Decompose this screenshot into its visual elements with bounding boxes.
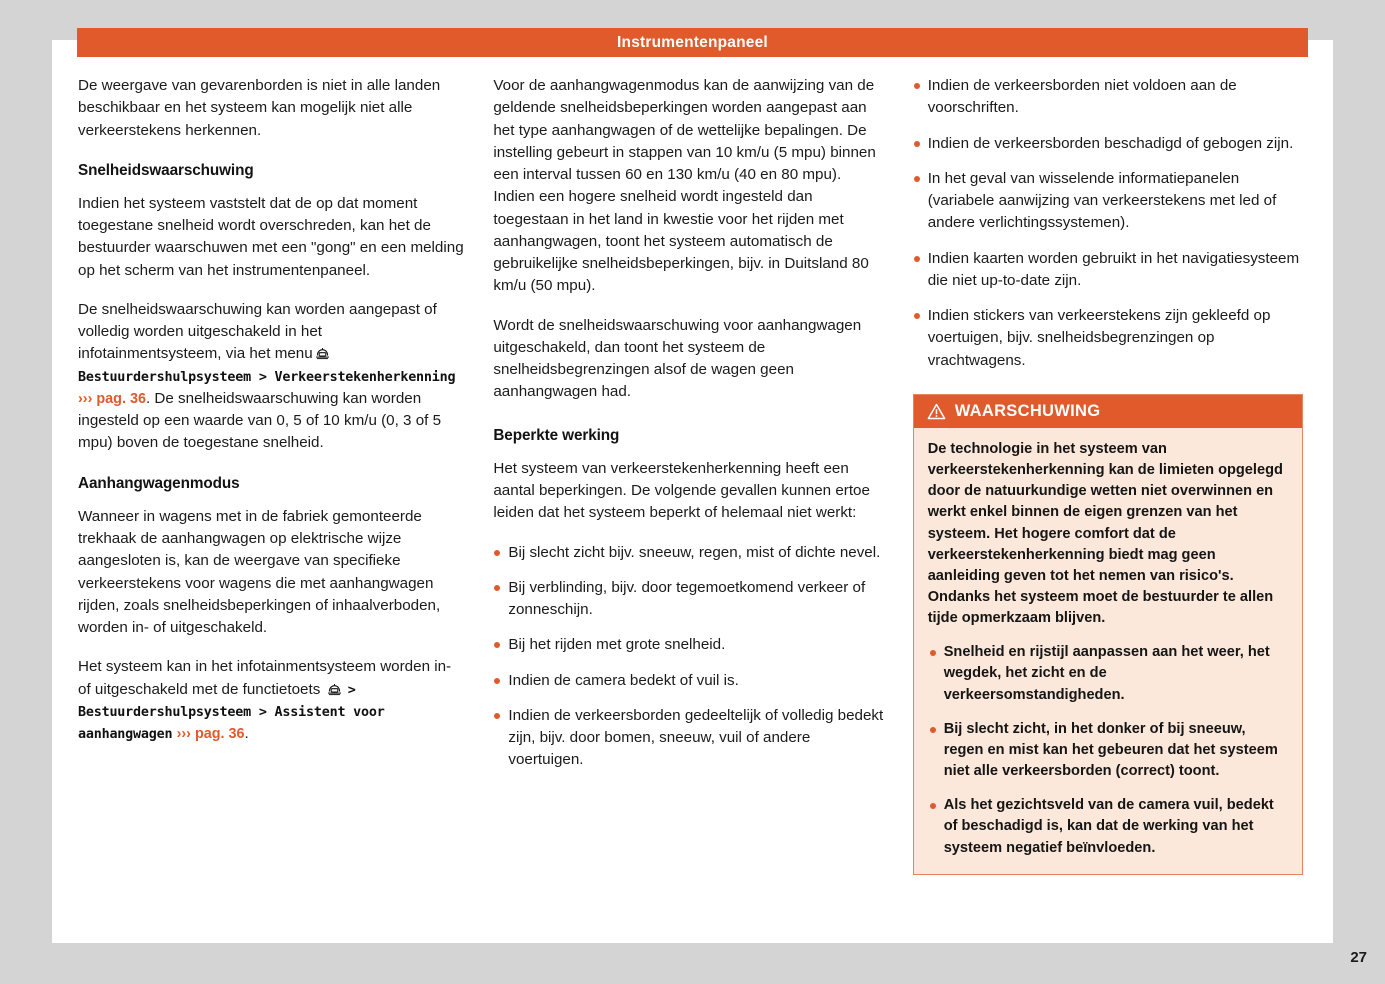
mid-limitations-list (493, 542, 886, 772)
left-paragraph-4-text-b: . (244, 725, 249, 743)
list-item: Indien kaarten worden gebruikt in het navigatiesysteem die niet up-to-date zijn. (913, 248, 1308, 293)
mid-paragraph-3: Het systeem van verkeerstekenherkenning heeft een aantal beperkingen. De volgende gevallen kunnen ertoe leiden dat het systeem beperkt of helemaal niet werkt: (493, 459, 870, 522)
left-paragraph-3: Wanneer in wagens met in de fabriek gemonteerde trekhaak de aanhangwagen op elektrische wijze aangesloten is, kan de weergave van specifieke verkeerstekens voor wagens die met aanhangwagen rijden, zoals snelheidsbeperkingen of inhaalverboden, worden in- of uitgeschakeld. (78, 507, 441, 637)
list-item: Bij verblinding, bijv. door tegemoetkomend verkeer of zonneschijn. (493, 577, 886, 622)
vehicle-settings-icon (315, 345, 330, 358)
page-number: 27 (1350, 949, 1367, 966)
warning-box-header (914, 395, 1302, 428)
left-paragraph-2-text-a: De snelheidswaarschuwing kan worden aangepast of volledig worden uitgeschakeld in het infotainmentsysteem, via het menu (78, 300, 437, 363)
warning-box-body (914, 428, 1302, 874)
left-paragraph-4 (78, 656, 467, 745)
list-item: Bij het rijden met grote snelheid. (493, 634, 886, 656)
left-paragraph-2-text-b: . De snelheidswaarschuwing kan worden ingesteld op een waarde van 0, 5 of 10 km/u (0, 3 of 5 mpu) boven de toegestane snelheid. (78, 389, 442, 452)
left-page-ref-2[interactable]: ››› pag. 36 (176, 726, 245, 743)
content-columns (78, 75, 1308, 925)
right-limitations-list (913, 75, 1308, 372)
right-column (913, 75, 1308, 925)
middle-column (493, 75, 886, 925)
left-paragraph-1: Indien het systeem vaststelt dat de op dat moment toegestane snelheid wordt overschreden, kan het de bestuurder waarschuwen met een "gong" en een melding op het scherm van het instrumentenpaneel. (78, 194, 464, 279)
left-menu-path-2: > Bestuurdershulpsysteem > Assistent voor aanhangwagen (78, 682, 385, 743)
page-header-bar (77, 28, 1308, 57)
list-item: Snelheid en rijstijl aanpassen aan het weer, het wegdek, het zicht en de verkeersomstandigheden. (928, 642, 1288, 705)
left-paragraph-4-text-a: Het systeem kan in het infotainmentsysteem worden in- of uitgeschakeld met de functietoets (78, 658, 452, 698)
list-item: Indien de verkeersborden gedeeltelijk of volledig bedekt zijn, bijv. door bomen, sneeuw, vuil of andere voertuigen. (493, 705, 886, 772)
left-menu-path-1: Bestuurdershulpsysteem > Verkeerstekenherkenning (78, 369, 456, 385)
warning-bullet-list (928, 642, 1288, 858)
list-item: Indien de camera bedekt of vuil is. (493, 670, 886, 692)
list-item: Bij slecht zicht bijv. sneeuw, regen, mist of dichte nevel. (493, 542, 886, 564)
left-intro-paragraph: De weergave van gevarenborden is niet in alle landen beschikbaar en het systeem kan mogelijk niet alle verkeerstekens herkennen. (78, 77, 441, 139)
warning-box (913, 394, 1303, 875)
mid-paragraph-1: Voor de aanhangwagenmodus kan de aanwijzing van de geldende snelheidsbeperkingen worden aangepast aan het type aanhangwagen of de wettelijke bepalingen. De instelling gebeurt in stappen van 10 km/u (5 mpu) binnen een interval tussen 60 en 130 km/u (40 en 80 mpu). Indien een hogere snelheid wordt ingesteld dan toegestaan in het land in kwestie voor het rijden met aanhangwagen, toont het systeem automatisch de gebruikelijke snelheidsbeperkingen, bijv. in Duitsland 80 km/u (50 mpu). (493, 77, 876, 295)
list-item: Indien de verkeersborden niet voldoen aan de voorschriften. (913, 75, 1308, 120)
warning-paragraph: De technologie in het systeem van verkeerstekenherkenning kan de limieten opgelegd door de natuurkundige wetten niet overwinnen en werkt enkel binnen de eigen grenzen van het systeem. Het hogere comfort dat de verkeerstekenherkenning biedt mag geen aanleiding geven tot het nemen van risico's. Ondanks het systeem moet de bestuurder te allen tijde opmerkzaam blijven. (927, 440, 1283, 627)
mid-paragraph-2: Wordt de snelheidswaarschuwing voor aanhangwagen uitgeschakeld, dan toont het systeem de snelheidsbegrenzingen alsof de wagen geen aanhangwagen had. (493, 316, 862, 401)
list-item: Bij slecht zicht, in het donker of bij sneeuw, regen en mist kan het gebeuren dat het systeem niet alle verkeersborden (correct) toont. (928, 719, 1288, 782)
left-paragraph-2 (78, 299, 467, 455)
page-title: Instrumentenpaneel (617, 33, 768, 51)
heading-snelheidswaarschuwing: Snelheidswaarschuwing (78, 161, 254, 179)
heading-aanhangwagenmodus: Aanhangwagenmodus (78, 474, 240, 492)
vehicle-settings-icon (327, 681, 342, 694)
left-page-ref-1[interactable]: ››› pag. 36 (78, 390, 146, 407)
list-item: Indien stickers van verkeerstekens zijn gekleefd op voertuigen, bijv. snelheidsbegrenzingen op vrachtwagens. (913, 305, 1308, 372)
list-item: Indien de verkeersborden beschadigd of gebogen zijn. (913, 133, 1308, 155)
warning-triangle-icon (927, 403, 946, 420)
list-item: In het geval van wisselende informatiepanelen (variabele aanwijzing van verkeerstekens met led of andere verlichtingssystemen). (913, 168, 1308, 235)
warning-box-title: WAARSCHUWING (954, 401, 1101, 420)
list-item: Als het gezichtsveld van de camera vuil, bedekt of beschadigd is, kan dat de werking van het systeem negatief beïnvloeden. (928, 795, 1288, 858)
left-column (78, 75, 467, 925)
heading-beperkte-werking: Beperkte werking (493, 426, 620, 444)
